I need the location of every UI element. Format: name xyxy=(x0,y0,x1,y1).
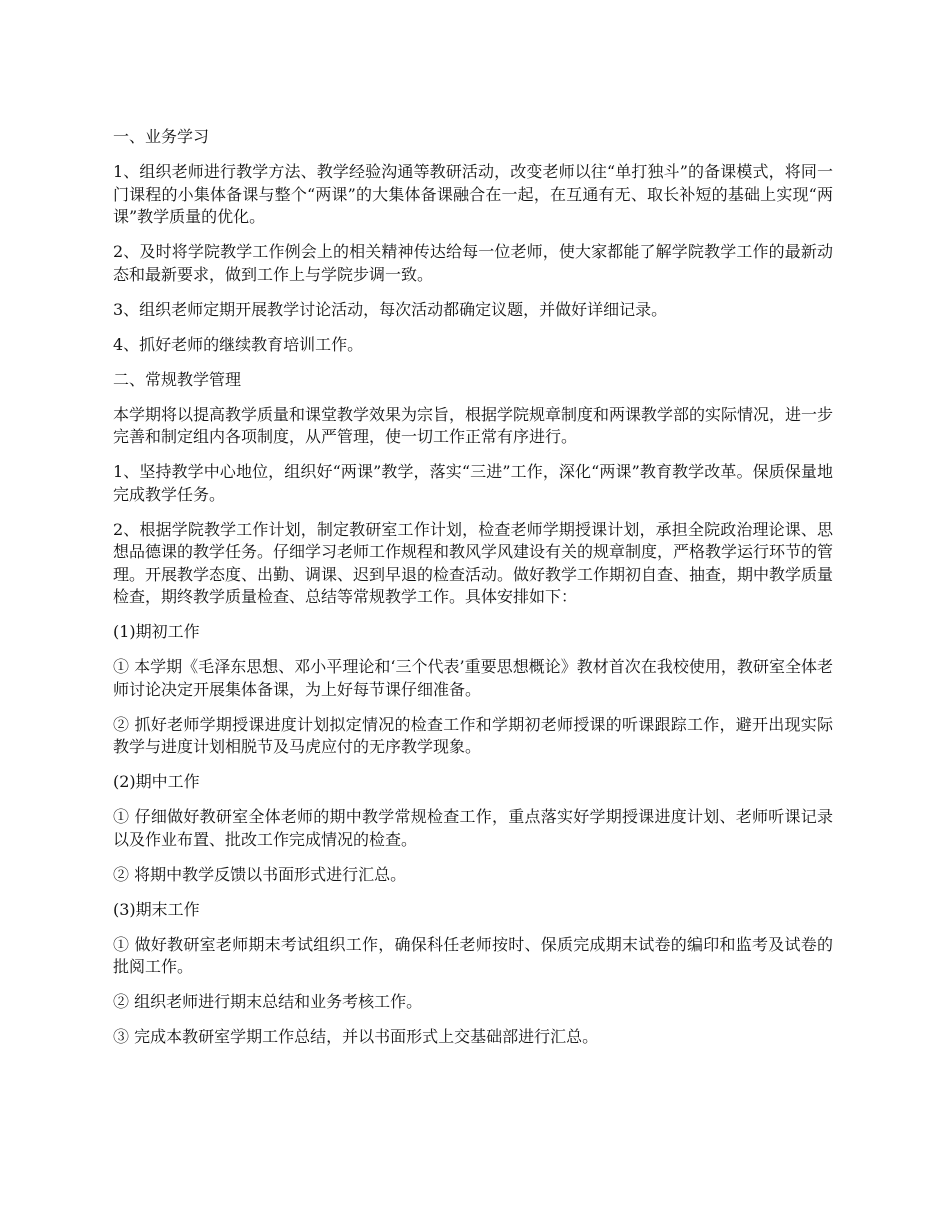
paragraph-item-3: 3、组织老师定期开展教学讨论活动，每次活动都确定议题，并做好详细记录。 xyxy=(113,299,668,319)
paragraph-item-4: 4、抓好老师的继续教育培训工作。 xyxy=(113,334,364,354)
paragraph-term-start-1: ① 本学期《毛泽东思想、邓小平理论和‘三个代表’重要思想概论》教材首次在我校使用，教研室全体老师讨论决定开展集体备课，为上好每节课仔细准备。 xyxy=(113,657,833,699)
paragraph-mid-term-2: ② 将期中教学反馈以书面形式进行汇总。 xyxy=(113,864,407,884)
document-body xyxy=(113,126,833,1061)
paragraph-mid-term-1: ① 仔细做好教研室全体老师的期中教学常规检查工作，重点落实好学期授课进度计划、老师听课记录以及作业布置、批改工作完成情况的检查。 xyxy=(113,807,833,849)
paragraph-mgmt-item-1: 1、坚持教学中心地位，组织好“两课”教学，落实“三进”工作，深化“两课”教育教学改革。保质保量地完成教学任务。 xyxy=(113,462,833,504)
paragraph-term-end-3: ③ 完成本教研室学期工作总结，并以书面形式上交基础部进行汇总。 xyxy=(113,1027,599,1046)
paragraph-term-start-2: ② 抓好老师学期授课进度计划拟定情况的检查工作和学期初老师授课的听课跟踪工作，避开出现实际教学与进度计划相脱节及马虎应付的无序教学现象。 xyxy=(113,714,833,756)
paragraph-mgmt-item-2: 2、根据学院教学工作计划，制定教研室工作计划，检查老师学期授课计划，承担全院政治理论课、思想品德课的教学任务。仔细学习老师工作规程和教风学风建设有关的规章制度，严格教学运行环节的管理。开展教学态度、出勤、调课、迟到早退的检查活动。做好教学工作期初自查、抽查，期中教学质量检查，期终教学质量检查、总结等常规教学工作。具体安排如下： xyxy=(113,519,834,606)
paragraph-intro: 本学期将以提高教学质量和课堂教学效果为宗旨，根据学院规章制度和两课教学部的实际情况，进一步完善和制定组内各项制度，从严管理，使一切工作正常有序进行。 xyxy=(113,404,834,446)
section-heading-teaching-management: 二、常规教学管理 xyxy=(113,369,242,389)
paragraph-term-end-2: ② 组织老师进行期末总结和业务考核工作。 xyxy=(113,992,423,1011)
paragraph-term-end-1: ① 做好教研室老师期末考试组织工作，确保科任老师按时、保质完成期末试卷的编印和监考及试卷的批阅工作。 xyxy=(113,934,833,976)
subheading-mid-term: (2)期中工作 xyxy=(113,772,200,791)
subheading-term-end: (3)期末工作 xyxy=(113,899,200,919)
section-heading-business-study: 一、业务学习 xyxy=(113,127,210,146)
subheading-term-start: (1)期初工作 xyxy=(113,622,200,641)
paragraph-item-2: 2、及时将学院教学工作例会上的相关精神传达给每一位老师，使大家都能了解学院教学工作的最新动态和最新要求，做到工作上与学院步调一致。 xyxy=(113,242,833,284)
paragraph-item-1: 1、组织老师进行教学方法、教学经验沟通等教研活动，改变老师以往“单打独斗”的备课模式，将同一门课程的小集体备课与整个“两课”的大集体备课融合在一起，在互通有无、取长补短的基础上实现“两课”教学质量的优化。 xyxy=(113,162,833,226)
